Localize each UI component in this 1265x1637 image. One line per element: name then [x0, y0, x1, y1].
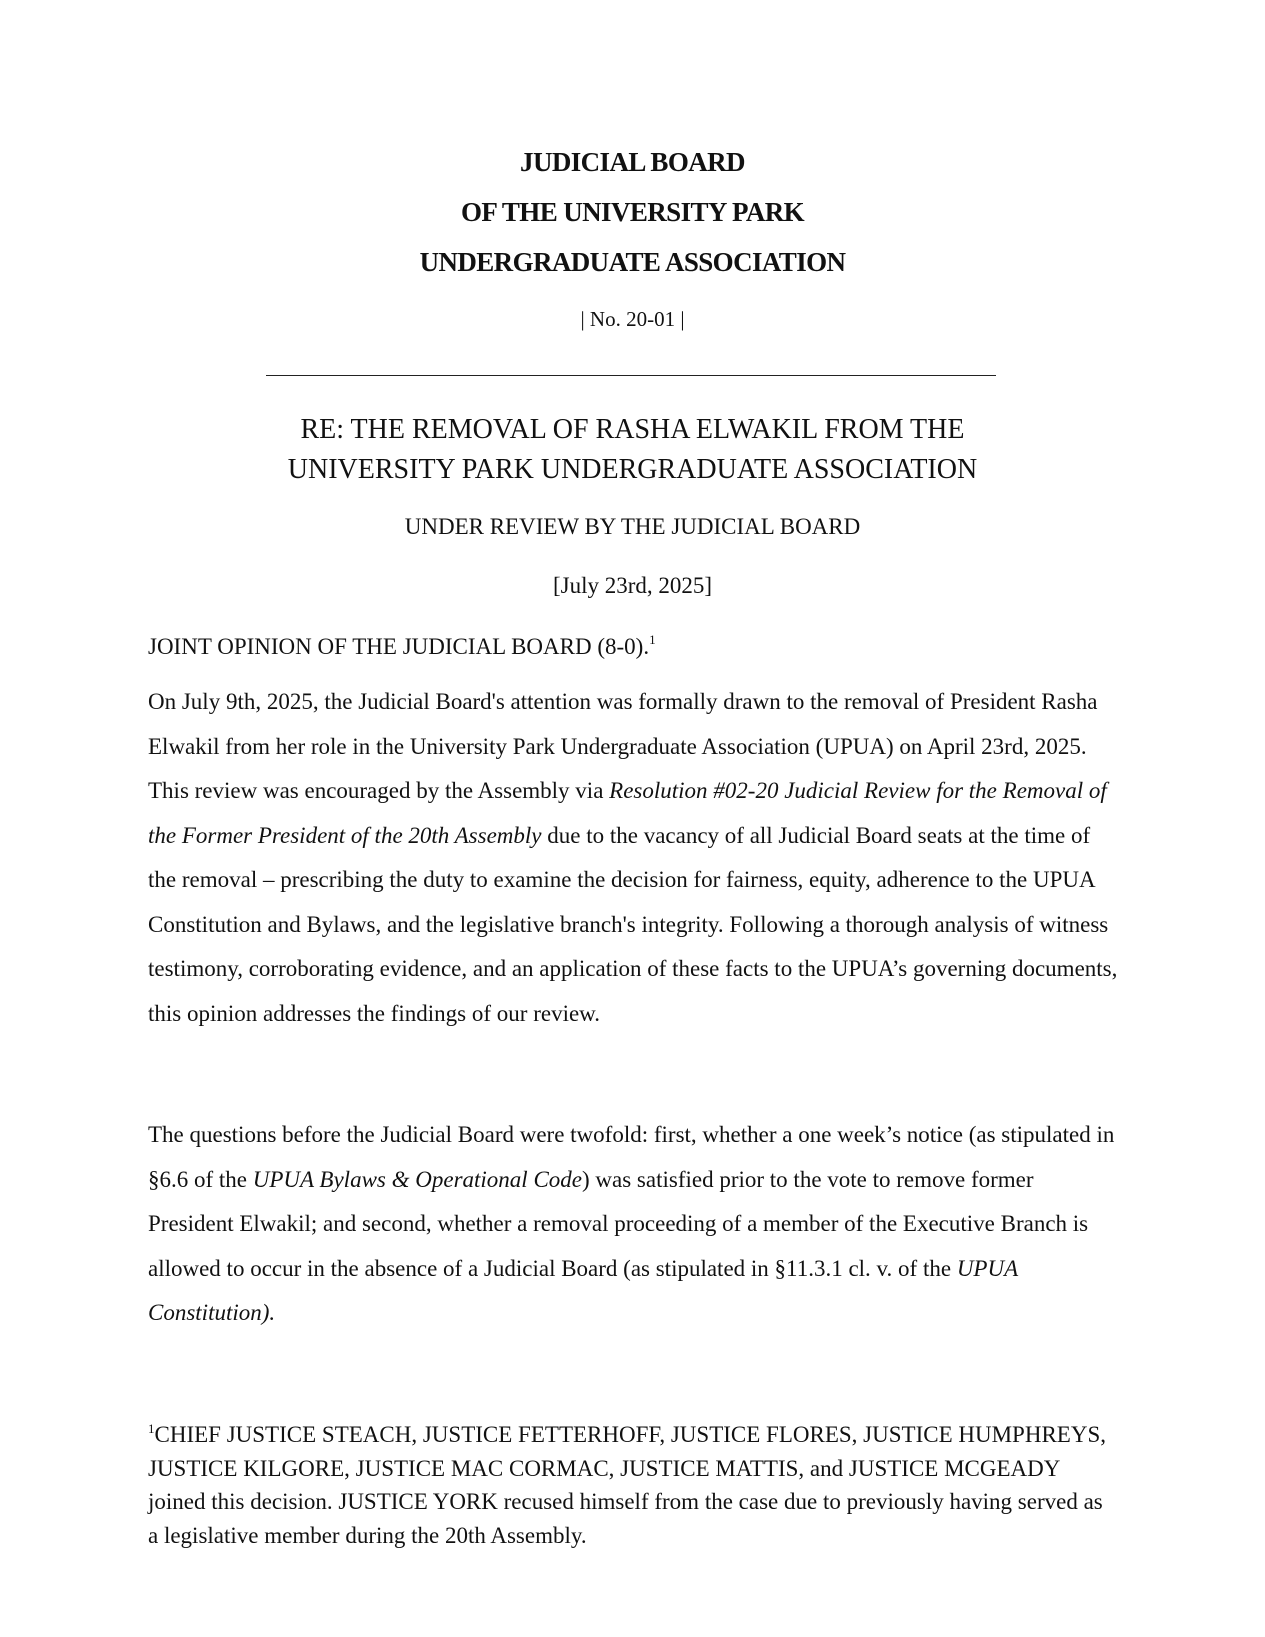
paragraph-1-text-b: due to the vacancy of all Judicial Board seats at the time of the removal – prescribing the duty to examine the decision for fairness, equity, adherence to the UPUA Constitution and Bylaws, and the legislative branch's integrity. Following a thorough analysis of witness testimony, corroborating evidence, and an application of these facts to the UPUA’s governing documents, this opinion addresses the findings of our review.	[148, 822, 1118, 1026]
review-status: UNDER REVIEW BY THE JUDICIAL BOARD	[404, 514, 861, 539]
footnote	[148, 1418, 1118, 1552]
paragraph-2-text-a: The questions before the Judicial Board were twofold: first, whether a one week’s notice (as stipulated in §6.6 of the	[148, 1122, 1115, 1192]
footnote-marker: 1	[148, 1421, 155, 1436]
docket-number: | No. 20-01 |	[580, 307, 685, 331]
case-title-line-1: RE: THE REMOVAL OF RASHA ELWAKIL FROM THE	[300, 414, 965, 445]
board-title-line-2: OF THE UNIVERSITY PARK	[460, 197, 805, 227]
footnote-reference: 1	[649, 632, 656, 647]
board-title-line-1: JUDICIAL BOARD	[520, 147, 745, 177]
resolution-title: Resolution #02-20 Judicial Review for the Removal of the Former President of the 20th Assembly	[148, 778, 1107, 848]
bylaws-title: UPUA Bylaws & Operational Code	[252, 1166, 582, 1192]
paragraph-1-text-a: On July 9th, 2025, the Judicial Board's attention was formally drawn to the removal of President Rasha Elwakil from her role in the University Park Undergraduate Association (UPUA) on April 23rd, 2025. This review was encouraged by the Assembly via	[148, 689, 1098, 803]
header-divider	[266, 375, 996, 376]
opinion-paragraph-2	[148, 1113, 1118, 1336]
paragraph-2-text-b: ) was satisfied prior to the vote to remove former President Elwakil; and second, whether a removal proceeding of a member of the Executive Branch is allowed to occur in the absence of a Judicial Board (as stipulated in §11.3.1 cl. v. of the	[148, 1166, 1089, 1281]
footnote-text: CHIEF JUSTICE STEACH, JUSTICE FETTERHOFF, JUSTICE FLORES, JUSTICE HUMPHREYS, JUSTICE KILGORE, JUSTICE MAC CORMAC, JUSTICE MATTIS, and JUSTICE MCGEADY joined this decision. JUSTICE YORK recused himself from the case due to previously having served as a legislative member during the 20th Assembly.	[148, 1422, 1106, 1548]
opinion-heading-text: JOINT OPINION OF THE JUDICIAL BOARD (8-0).	[148, 634, 650, 659]
board-title-line-3: UNDERGRADUATE ASSOCIATION	[419, 247, 846, 277]
constitution-title: UPUA Constitution).	[148, 1255, 1018, 1325]
opinion-heading	[148, 634, 656, 660]
opinion-paragraph-1	[148, 680, 1118, 1036]
case-title	[0, 410, 1265, 490]
decision-date: [July 23rd, 2025]	[552, 573, 713, 598]
case-title-line-2: UNIVERSITY PARK UNDERGRADUATE ASSOCIATION	[287, 454, 978, 485]
